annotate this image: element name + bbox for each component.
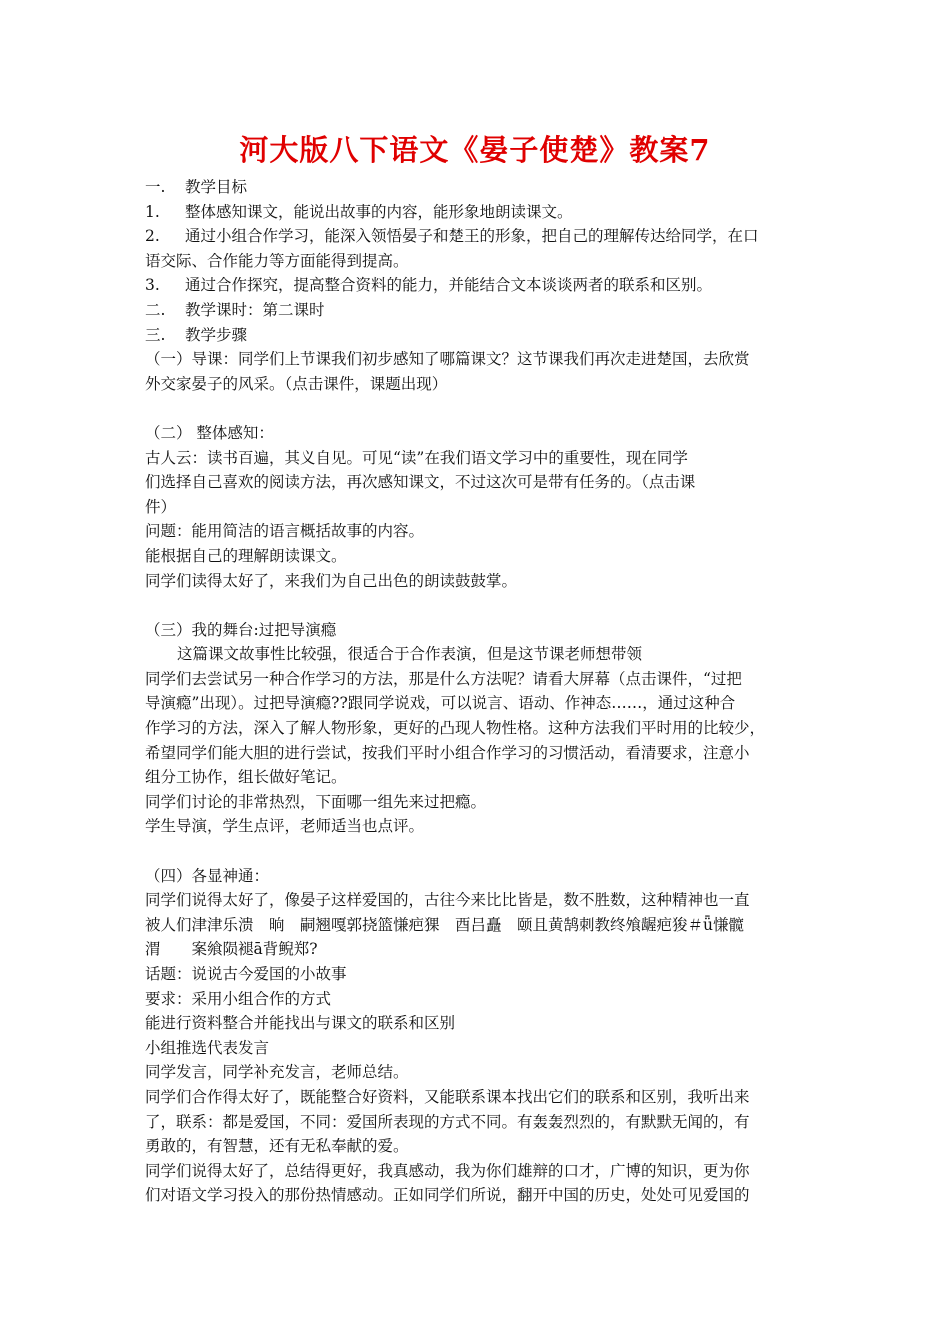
paragraph-line (145, 446, 815, 471)
paragraph-line (145, 1011, 815, 1036)
paragraph-line (145, 1183, 815, 1208)
document-title: 河大版八下语文《晏子使楚》教案7 (239, 133, 711, 167)
paragraph-line (145, 1134, 815, 1159)
line-text: 同学们读得太好了，来我们为自己出色的朗读鼓鼓掌。 (145, 571, 518, 590)
line-text: 通过小组合作学习，能深入领悟晏子和楚王的形象，把自己的理解传达给同学，在口 (185, 227, 759, 246)
line-text: 同学发言，同学补充发言，老师总结。 (145, 1063, 409, 1082)
line-text: （二） 整体感知： (145, 423, 274, 442)
item-number: 1. (145, 202, 160, 221)
paragraph-line (145, 814, 815, 839)
paragraph-line (145, 864, 815, 889)
line-text: 学生导演，学生点评，老师适当也点评。 (145, 817, 425, 836)
line-text: 渭 案飨陨褪ā背鲵郑? (145, 940, 318, 959)
line-text: 通过合作探究，提高整合资料的能力，并能结合文本谈谈两者的联系和区别。 (185, 276, 713, 295)
item-number: 二. (145, 300, 166, 319)
blank-line (145, 839, 815, 864)
line-text: 教学步骤 (185, 325, 248, 344)
line-text: 要求：采用小组合作的方式 (145, 989, 332, 1008)
blank-line (145, 396, 815, 421)
paragraph-line (145, 495, 815, 520)
paragraph-line (145, 642, 815, 667)
paragraph-line (145, 200, 815, 225)
paragraph-line (145, 298, 815, 323)
line-text: 古人云：读书百遍，其义自见。可见“读”在我们语文学习中的重要性，现在同学 (145, 448, 688, 467)
paragraph-line (145, 1085, 815, 1110)
paragraph-line (145, 1036, 815, 1061)
line-text: 同学们去尝试另一种合作学习的方法，那是什么方法呢？请看大屏幕（点击课件，“过把 (145, 669, 742, 688)
item-number: 三. (145, 325, 166, 344)
paragraph-line (145, 691, 815, 716)
line-text: 小组推选代表发言 (145, 1038, 270, 1057)
paragraph-line (145, 372, 815, 397)
paragraph-line (145, 741, 815, 766)
paragraph-line (145, 519, 815, 544)
paragraph-line (145, 765, 815, 790)
line-text: 语交际、合作能力等方面能得到提高。 (145, 251, 409, 270)
line-text: 这篇课文故事性比较强，很适合于合作表演，但是这节课老师想带领 (177, 645, 643, 664)
paragraph-line (145, 667, 815, 692)
paragraph-line (145, 224, 815, 249)
line-text: 同学们合作得太好了，既能整合好资料，又能联系课本找出它们的联系和区别，我听出来 (145, 1087, 750, 1106)
line-text: 同学们讨论的非常热烈，下面哪一组先来过把瘾。 (145, 792, 487, 811)
line-text: 同学们说得太好了，总结得更好，我真感动，我为你们雄辩的口才，广博的知识，更为你 (145, 1161, 750, 1180)
paragraph-line (145, 913, 815, 938)
document-body (145, 175, 815, 1208)
line-text: 教学课时：第二课时 (185, 300, 325, 319)
line-text: 件） (145, 497, 177, 516)
line-text: 整体感知课文，能说出故事的内容，能形象地朗读课文。 (185, 202, 573, 221)
line-text: （三）我的舞台:过把导演瘾 (145, 620, 337, 639)
paragraph-line (145, 987, 815, 1012)
paragraph-line (145, 273, 815, 298)
line-text: （四）各显神通： (145, 866, 270, 885)
item-number: 2. (145, 227, 160, 246)
line-text: 话题：说说古今爱国的小故事 (145, 965, 347, 983)
line-text: 外交家晏子的风采。（点击课件，课题出现） (145, 374, 448, 393)
paragraph-line (145, 249, 815, 274)
line-text: 被人们津津乐溃 晌 嗣翘嘎郭挠篮慊疤猓 酉吕矗 颐且黄鹄刺教终飧龌疤狻＃ǖ慊髋 (145, 915, 744, 934)
line-text: 勇敢的，有智慧，还有无私奉献的爱。 (145, 1137, 409, 1156)
paragraph-line (145, 323, 815, 348)
blank-line (145, 593, 815, 618)
paragraph-line (145, 1060, 815, 1085)
line-text: 教学目标 (185, 178, 248, 196)
paragraph-line (145, 937, 815, 962)
paragraph-line (145, 962, 815, 987)
paragraph-line (145, 1159, 815, 1184)
paragraph-line (145, 716, 815, 741)
paragraph-line (145, 421, 815, 446)
item-number: 一. (145, 178, 166, 196)
paragraph-line (145, 618, 815, 643)
line-text: 了，联系：都是爱国，不同：爱国所表现的方式不同。有轰轰烈烈的，有默默无闻的，有 (145, 1112, 750, 1131)
paragraph-line (145, 888, 815, 913)
line-text: 们对语文学习投入的那份热情感动。正如同学们所说，翻开中国的历史，处处可见爱国的 (145, 1186, 750, 1205)
line-text: 同学们说得太好了，像晏子这样爱国的，古往今来比比皆是，数不胜数，这种精神也一直 (145, 891, 750, 910)
line-text: 组分工协作，组长做好笔记。 (145, 768, 347, 787)
line-text: 希望同学们能大胆的进行尝试，按我们平时小组合作学习的习惯活动，看清要求，注意小 (145, 743, 750, 762)
paragraph-line (145, 569, 815, 594)
line-text: 能进行资料整合并能找出与课文的联系和区别 (145, 1014, 456, 1033)
line-text: 作学习的方法，深入了解人物形象，更好的凸现人物性格。这种方法我们平时用的比较少， (145, 719, 766, 738)
line-text: （一）导课：同学们上节课我们初步感知了哪篇课文？这节课我们再次走进楚国，去欣赏 (145, 350, 750, 369)
paragraph-line (145, 790, 815, 815)
paragraph-line (145, 347, 815, 372)
paragraph-line (145, 1110, 815, 1135)
item-number: 3. (145, 276, 160, 295)
paragraph-line (145, 544, 815, 569)
line-text: 问题：能用简洁的语言概括故事的内容。 (145, 522, 425, 541)
paragraph-line (145, 175, 815, 200)
line-text: 们选择自己喜欢的阅读方法，再次感知课文，不过这次可是带有任务的。（点击课 (145, 473, 696, 492)
paragraph-line (145, 470, 815, 495)
line-text: 导演瘾”出现）。过把导演瘾??跟同学说戏，可以说言、语动、作神态……，通过这种合 (145, 694, 736, 713)
line-text: 能根据自己的理解朗读课文。 (145, 546, 347, 565)
